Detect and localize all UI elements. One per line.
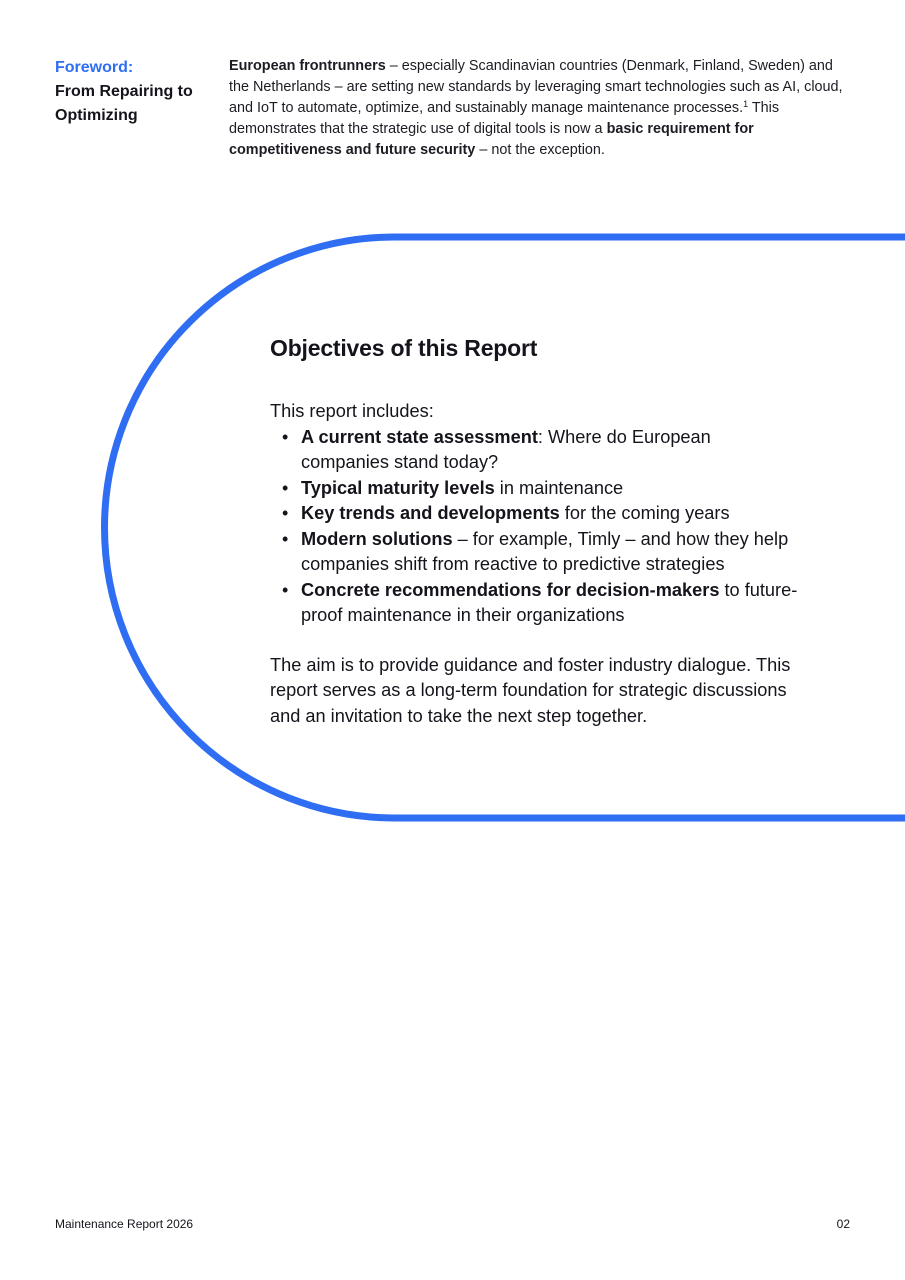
- list-item: [301, 527, 801, 578]
- list-item: [301, 578, 801, 629]
- objectives-list: [270, 425, 830, 629]
- list-item-bold: Key trends and developments: [301, 503, 560, 523]
- list-item-text: – for example, Timly – and how they help companies shift from reactive to predictive strategies: [301, 528, 789, 574]
- footnote-marker: 1: [743, 99, 749, 109]
- objectives-lead: This report includes:: [270, 401, 434, 421]
- list-item-bold: A current state assessment: [301, 426, 538, 447]
- list-item-text: : Where do European companies stand today?: [301, 426, 711, 472]
- intro-text-3: – not the exception.: [475, 142, 605, 158]
- footer-page-number: 02: [836, 1217, 850, 1231]
- intro-text-2: This demonstrates that the strategic use of digital tools is now a: [229, 100, 780, 137]
- list-item-bold: Modern solutions: [301, 528, 453, 549]
- list-item-bold: Typical maturity levels: [301, 477, 495, 498]
- intro-lead-bold: European frontrunners: [229, 58, 386, 74]
- list-item: [301, 425, 801, 476]
- list-item: [301, 501, 801, 527]
- objectives-heading: Objectives of this Report: [270, 335, 538, 361]
- intro-emphasis-bold: basic requirement for competitiveness and future security: [229, 121, 754, 158]
- list-item-text: to future-proof maintenance in their organizations: [301, 579, 798, 625]
- section-eyebrow: Foreword:: [55, 59, 134, 76]
- objectives-section: [270, 333, 830, 729]
- intro-text-1: – especially Scandinavian countries (Denmark, Finland, Sweden) and the Netherlands – are setting new standards by leveraging smart technologies such as AI, cloud, and IoT to automate, optimize, and sustainably manage maintenance processes.: [229, 58, 843, 116]
- footer-report-name: Maintenance Report 2026: [55, 1217, 194, 1231]
- list-item-text: in maintenance: [494, 477, 624, 498]
- list-item-bold: Concrete recommendations for decision-makers: [301, 579, 720, 600]
- objectives-aim: The aim is to provide guidance and foster industry dialogue. This report serves as a long-term foundation for strategic discussions and an invitation to take the next step together.: [270, 654, 791, 726]
- list-item-text: for the coming years: [559, 503, 730, 523]
- list-item: [301, 476, 801, 502]
- section-title: From Repairing to Optimizing: [55, 83, 193, 124]
